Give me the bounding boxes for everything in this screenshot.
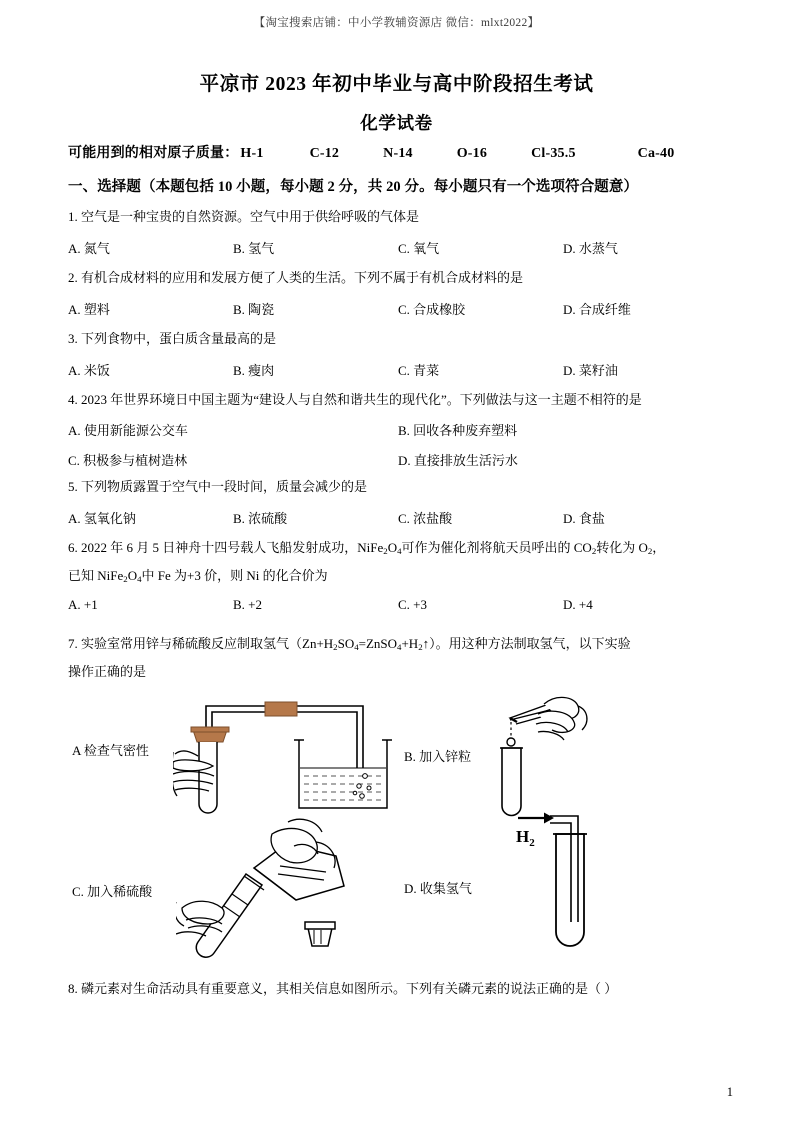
question-4: [68, 391, 728, 470]
q7-sub-znso4: 4: [397, 642, 402, 653]
question-3-option-a[interactable]: A. 米饭: [68, 362, 110, 378]
question-4-option-b[interactable]: B. 回收各种废弃塑料: [398, 423, 518, 439]
question-2-option-c[interactable]: C. 合成橡胶: [398, 301, 466, 317]
atomic-mass-o: O-16: [456, 146, 488, 161]
question-7-option-c-label[interactable]: C. 加入稀硫酸: [72, 884, 153, 900]
q6-l2-text-a: 已知 NiFe: [68, 568, 124, 584]
question-2-stem: 2. 有机合成材料的应用和发展方便了人类的生活。下列不属于有机合成材料的是: [68, 269, 524, 285]
page-title: 平凉市 2023 年初中毕业与高中阶段招生考试: [199, 74, 594, 95]
question-3-option-b[interactable]: B. 瘦肉: [233, 362, 275, 378]
q7-text-a: 7. 实验室常用锌与稀硫酸反应制取氢气（Zn+H: [68, 636, 334, 652]
question-1: [68, 208, 728, 257]
figure-add-dilute-sulfuric-acid[interactable]: [176, 816, 406, 966]
question-6-option-d[interactable]: D. +4: [563, 597, 593, 613]
question-3: [68, 330, 728, 379]
pour-acid-icon: [176, 816, 406, 961]
question-7-option-b-label[interactable]: B. 加入锌粒: [404, 749, 472, 765]
question-2: [68, 269, 728, 318]
q7-sub-h2: 2: [333, 642, 338, 653]
question-1-option-d[interactable]: D. 水蒸气: [563, 240, 618, 256]
question-5-option-a[interactable]: A. 氢氧化钠: [68, 511, 136, 527]
question-6-option-c[interactable]: C. +3: [398, 597, 428, 613]
q7-text-d: +H: [401, 636, 419, 652]
q6-sub-o4: 4: [397, 546, 402, 557]
q6-text-a: 6. 2022 年 6 月 5 日神舟十四号载人飞船发射成功，NiFe: [68, 540, 384, 556]
question-2-option-d[interactable]: D. 合成纤维: [563, 301, 631, 317]
q6-l2-sub-fe2: 2: [123, 574, 128, 585]
question-1-option-c[interactable]: C. 氧气: [398, 240, 440, 256]
relative-atomic-mass-line: [68, 142, 728, 162]
hydrogen-gas-label: $H_2$: [516, 827, 535, 850]
page-number: 1: [726, 1085, 733, 1099]
question-3-option-c[interactable]: C. 青菜: [398, 362, 440, 378]
question-6-options: [68, 597, 728, 613]
shop-watermark-header: 【淘宝搜索店铺：中小学教辅资源店 微信：mlxt2022】: [253, 17, 540, 29]
q7-text-e: ↑）。用这种方法制取氢气，以下实验: [422, 636, 631, 652]
q7-sub-so4: 4: [354, 642, 359, 653]
question-5-option-c[interactable]: C. 浓盐酸: [398, 511, 453, 527]
question-6-option-b[interactable]: B. +2: [233, 597, 263, 613]
q6-text-e: ，: [652, 540, 666, 556]
page-subtitle: 化学试卷: [360, 113, 433, 133]
atomic-mass-n: N-14: [383, 146, 413, 161]
question-7: [68, 635, 728, 964]
atomic-mass-label: 可能用到的相对原子质量：: [68, 146, 239, 161]
question-2-option-a[interactable]: A. 塑料: [68, 301, 110, 317]
question-5-stem: 5. 下列物质露置于空气中一段时间，质量会减少的是: [68, 479, 368, 495]
atomic-mass-cl: Cl-35.5: [531, 146, 576, 161]
question-6-stem-line-2: [68, 567, 728, 586]
figure-collect-hydrogen[interactable]: [506, 806, 666, 961]
question-4-option-c[interactable]: C. 积极参与植树造林: [68, 453, 188, 469]
question-8-stem: 8. 磷元素对生命活动具有重要意义，其相关信息如图所示。下列有关磷元素的说法正确的是（ ）: [68, 981, 618, 997]
question-4-option-d[interactable]: D. 直接排放生活污水: [398, 453, 518, 469]
q6-text-b: O: [387, 540, 398, 556]
question-2-options: [68, 299, 728, 318]
question-3-option-d[interactable]: D. 菜籽油: [563, 362, 618, 378]
question-4-options: [68, 420, 728, 469]
question-7-figure-options: [68, 696, 728, 964]
atomic-mass-c: C-12: [309, 146, 340, 161]
question-7-option-a-label[interactable]: A 检查气密性: [72, 743, 149, 759]
question-6-stem-line-1: [68, 539, 728, 558]
q6-sub-co2: 2: [591, 546, 597, 557]
question-7-stem-line-2: 操作正确的是: [68, 664, 147, 680]
question-1-option-b[interactable]: B. 氢气: [233, 240, 275, 256]
collect-hydrogen-icon: [506, 806, 666, 956]
question-1-stem: 1. 空气是一种宝贵的自然资源。空气中用于供给呼吸的气体是: [68, 209, 420, 224]
question-7-stem-line-1: [68, 635, 728, 654]
question-5-option-d[interactable]: D. 食盐: [563, 511, 605, 527]
atomic-mass-h: H-1: [240, 146, 264, 161]
q6-sub-o2: 2: [647, 546, 653, 557]
figure-check-airtightness[interactable]: [173, 696, 403, 821]
question-5: [68, 478, 728, 527]
question-8: [68, 980, 728, 999]
question-5-options: [68, 508, 728, 527]
q7-text-c: =ZnSO: [358, 636, 398, 652]
question-5-option-b[interactable]: B. 浓硫酸: [233, 511, 288, 527]
question-3-stem: 3. 下列食物中，蛋白质含量最高的是: [68, 330, 277, 346]
exam-content: [68, 142, 728, 1001]
q6-sub-fe2: 2: [383, 546, 388, 557]
q6-text-c: 可作为催化剂将航天员呼出的 CO: [401, 540, 592, 556]
q6-l2-sub-o4: 4: [137, 574, 142, 585]
question-6-option-a[interactable]: A. +1: [68, 597, 98, 613]
question-7-option-d-label[interactable]: D. 收集氢气: [404, 881, 472, 897]
q7-sub-h2-gas: 2: [418, 642, 423, 653]
airtightness-apparatus-icon: [173, 696, 403, 816]
question-1-option-a[interactable]: A. 氮气: [68, 240, 110, 256]
question-2-option-b[interactable]: B. 陶瓷: [233, 301, 275, 317]
add-zinc-granule-icon: [498, 696, 658, 821]
question-4-option-a[interactable]: A. 使用新能源公交车: [68, 423, 188, 439]
atomic-mass-ca: Ca-40: [637, 146, 675, 161]
question-4-stem: 4. 2023 年世界环境日中国主题为“建设人与自然和谐共生的现代化”。下列做法与这一主题不相符的是: [68, 391, 642, 407]
q6-l2-text-c: 中 Fe 为+3 价，则 Ni 的化合价为: [141, 568, 328, 584]
question-6: [68, 539, 728, 613]
question-1-options: [68, 238, 728, 257]
q6-l2-text-b: O: [127, 568, 138, 584]
question-3-options: [68, 360, 728, 379]
q6-text-d: 转化为 O: [596, 540, 648, 556]
q7-text-b: SO: [337, 636, 355, 652]
section-heading-multiple-choice: 一、选择题（本题包括 10 小题，每小题 2 分，共 20 分。每小题只有一个选项符合题意）: [68, 179, 639, 195]
